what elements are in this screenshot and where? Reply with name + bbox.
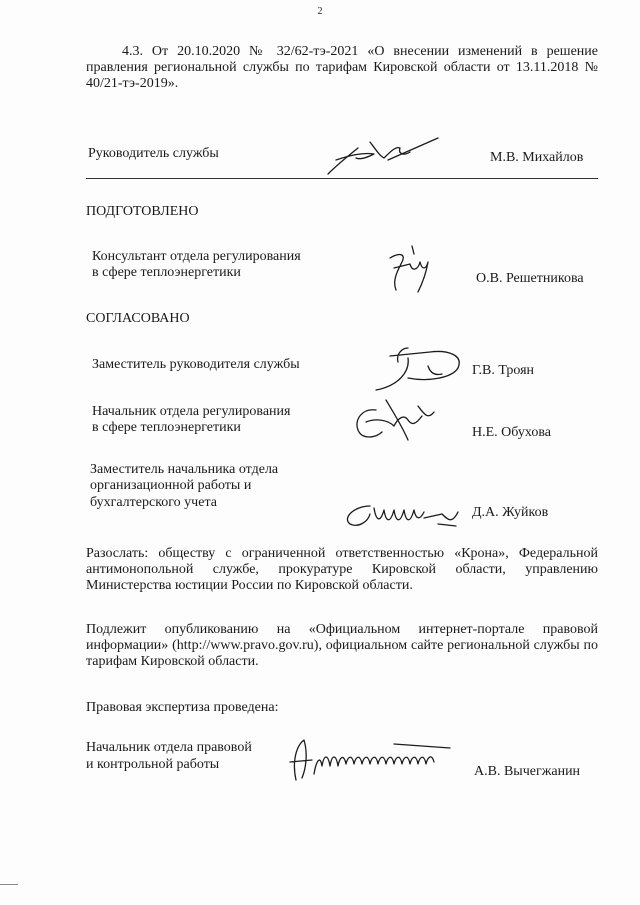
head-position: Руководитель службы xyxy=(88,146,219,161)
agreed-1-position: Заместитель руководителя службы xyxy=(92,357,300,372)
agreed-2-signature xyxy=(346,396,442,448)
legal-review-position-line1: Начальник отдела правовой xyxy=(86,740,252,755)
prepared-name: О.В. Решетникова xyxy=(476,271,584,286)
prepared-signature xyxy=(382,240,442,296)
head-name: М.В. Михайлов xyxy=(490,150,584,165)
item-4-3-paragraph: 4.3. От 20.10.2020 № 32/62-тэ-2021 «О внесении изменений в решение правления региональной службы по тарифам Кировской области от 13.11.2018 № 40/21-тэ-2019». xyxy=(86,44,598,91)
prepared-position-line1: Консультант отдела регулирования xyxy=(92,249,301,264)
agreed-1-name: Г.В. Троян xyxy=(472,363,535,378)
agreed-2-name: Н.Е. Обухова xyxy=(472,425,551,440)
legal-review-statement: Правовая экспертиза проведена: xyxy=(86,700,279,715)
agreed-2-position-line2: в сфере теплоэнергетики xyxy=(92,420,241,435)
agreed-3-position-line1: Заместитель начальника отдела xyxy=(90,462,279,477)
head-signature xyxy=(318,134,448,180)
agreed-3-signature xyxy=(338,496,468,536)
page-number: 2 xyxy=(317,6,323,17)
legal-review-name: А.В. Вычегжанин xyxy=(474,764,581,779)
agreed-heading: СОГЛАСОВАНО xyxy=(86,311,190,326)
agreed-2-position-line1: Начальник отдела регулирования xyxy=(92,404,291,419)
legal-review-signature xyxy=(282,732,458,784)
agreed-3-position-line2: организационной работы и xyxy=(90,478,252,493)
distribution-paragraph: Разослать: обществу с ограниченной ответственностью «Крона», Федеральной антимонопольной службе, прокуратуре Кировской области, управлению Министерства юстиции России по Кировской области. xyxy=(86,546,598,593)
legal-review-position-line2: и контрольной работы xyxy=(86,757,220,772)
prepared-position-line2: в сфере теплоэнергетики xyxy=(92,265,241,280)
agreed-3-position-line3: бухгалтерского учета xyxy=(90,495,217,510)
prepared-heading: ПОДГОТОВЛЕНО xyxy=(86,204,199,219)
scan-edge-mark xyxy=(0,884,18,885)
publication-paragraph: Подлежит опубликованию на «Официальном интернет-портале правовой информации» (http://www.pravo.gov.ru), официальном сайте региональной службы по тарифам Кировской области. xyxy=(86,622,598,669)
agreed-3-name: Д.А. Жуйков xyxy=(472,505,549,520)
agreed-1-signature xyxy=(368,338,468,394)
divider-line xyxy=(86,178,598,179)
